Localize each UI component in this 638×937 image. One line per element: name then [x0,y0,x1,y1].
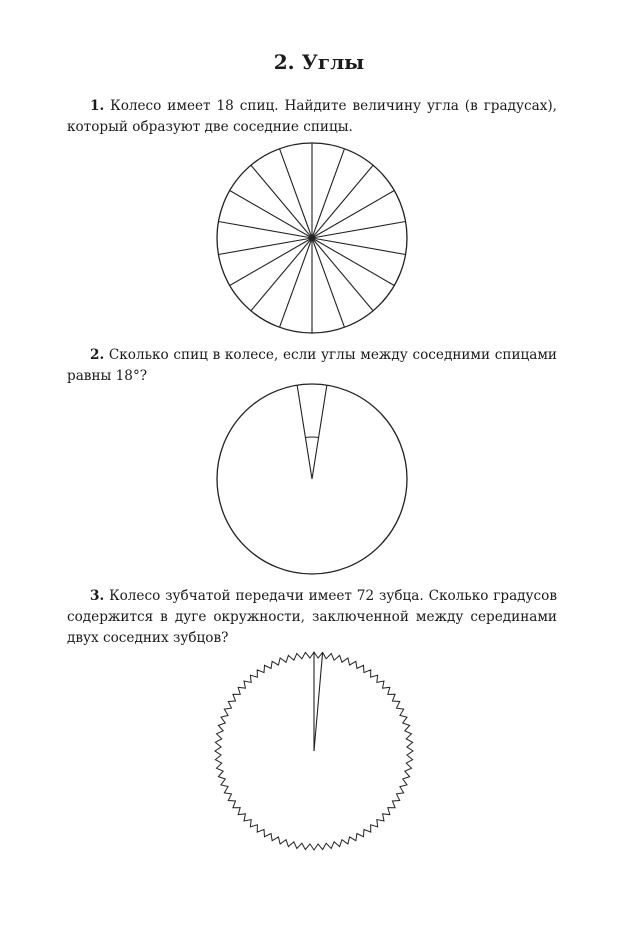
wheel-figure-18-spokes [217,143,407,333]
wheel-spoke [251,165,312,238]
gear-figure-72-teeth [215,652,413,850]
problem-3-text: Колесо зубчатой передачи имеет 72 зубца. Сколько градусов содержится в дуге окружности, заключенной между серединами двух соседних зубцов? [67,588,557,646]
wheel-spoke [312,149,344,238]
wheel-spoke [280,149,312,238]
wheel-spoke [280,238,312,327]
wheel-spoke [312,385,327,479]
wheel-figure-18-degree-angle [217,384,407,574]
angle-arc [305,437,318,438]
wheel-spoke [312,238,344,327]
problem-3-number: 3. [90,588,105,604]
wheel-spoke [251,238,312,311]
page-title: 2. Углы [273,50,365,74]
problem-1-text: Колесо имеет 18 спиц. Найдите величину угла (в градусах), который образуют две соседние спицы. [67,98,557,135]
wheel-spoke [312,238,373,311]
problem-2-number: 2. [90,347,105,363]
problem-2-text: Сколько спиц в колесе, если углы между соседними спицами равны 18°? [67,347,557,384]
problem-1-number: 1. [90,98,105,114]
gear-radius [314,652,323,751]
wheel-spoke [312,165,373,238]
wheel-spoke [297,385,312,479]
